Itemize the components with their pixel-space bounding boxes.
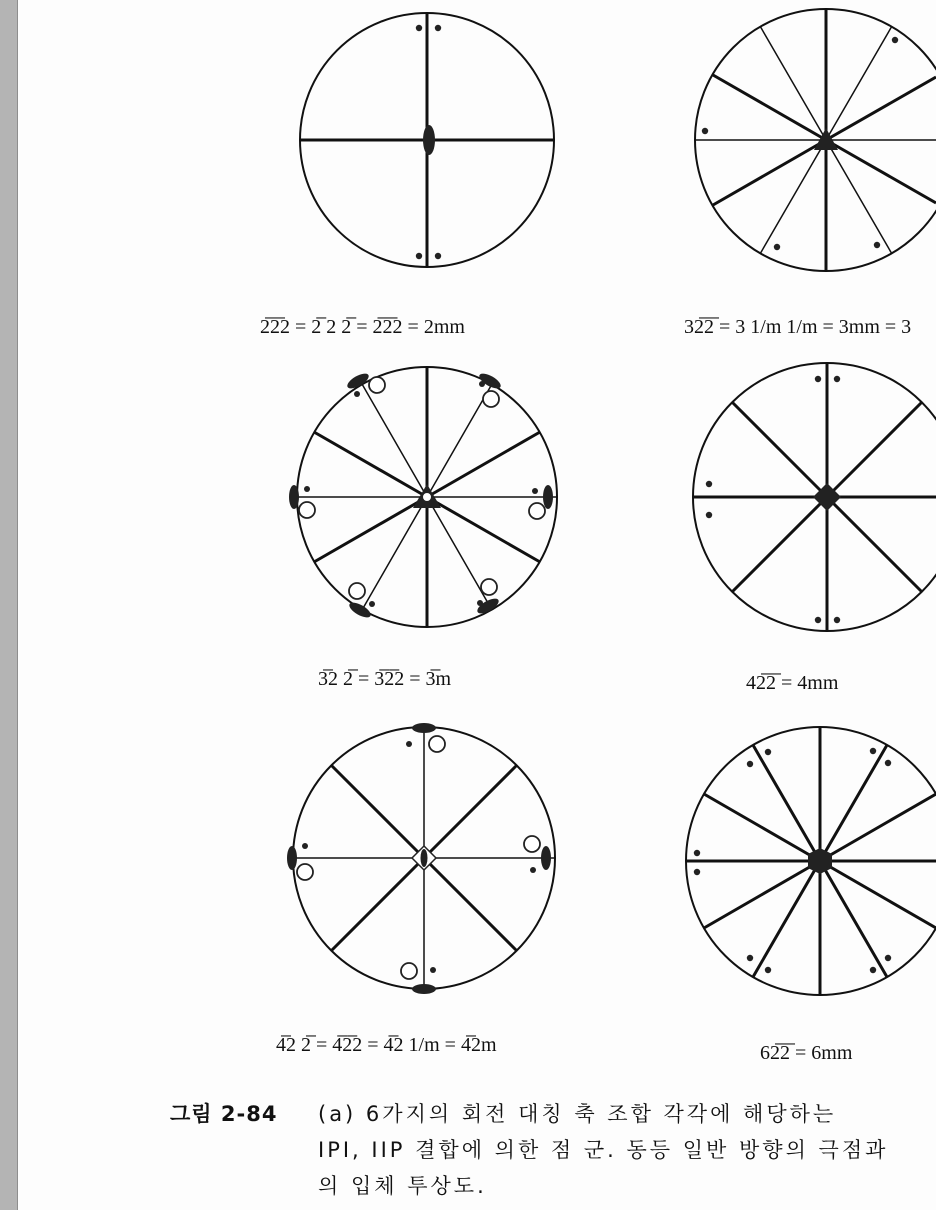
document-page <box>18 0 936 1210</box>
stereogram-3mm <box>695 9 936 271</box>
caption-line-2: IPI, IIP 결합에 의한 점 군. 동등 일반 방향의 극점과 <box>318 1138 889 1162</box>
label-6mm: 62̅2̅ = 6mm <box>760 1042 853 1064</box>
label-3mm: 32̅2̅ = 3 1/m 1/m = 3mm = 3 <box>684 316 912 338</box>
caption-line-1: (a) 6가지의 회전 대칭 축 조합 각각에 해당하는 <box>318 1102 837 1126</box>
threefold-axis-symbol <box>814 128 838 150</box>
label-2mm: 2̅2̅2 = 2̅ 2 2̅ = 2̅2̅2 = 2mm <box>260 316 465 338</box>
left-margin-bar <box>0 0 18 1210</box>
caption-figure-number: 그림 2-84 <box>170 1102 278 1126</box>
label-bar3m: 3̅2 2̅ = 3̅2̅2 = 3̅m <box>318 668 452 690</box>
sixfold-axis-symbol <box>808 848 832 874</box>
stereogram-figure <box>18 0 936 1090</box>
twofold-axis-symbol <box>423 125 435 155</box>
caption-line-3: 의 입체 투상도. <box>318 1174 487 1198</box>
label-bar42m: 4̅2 2̅ = 4̅2̅2 = 4̅2 1/m = 4̅2m <box>276 1034 497 1056</box>
label-4mm: 42̅2̅ = 4mm <box>746 672 839 694</box>
